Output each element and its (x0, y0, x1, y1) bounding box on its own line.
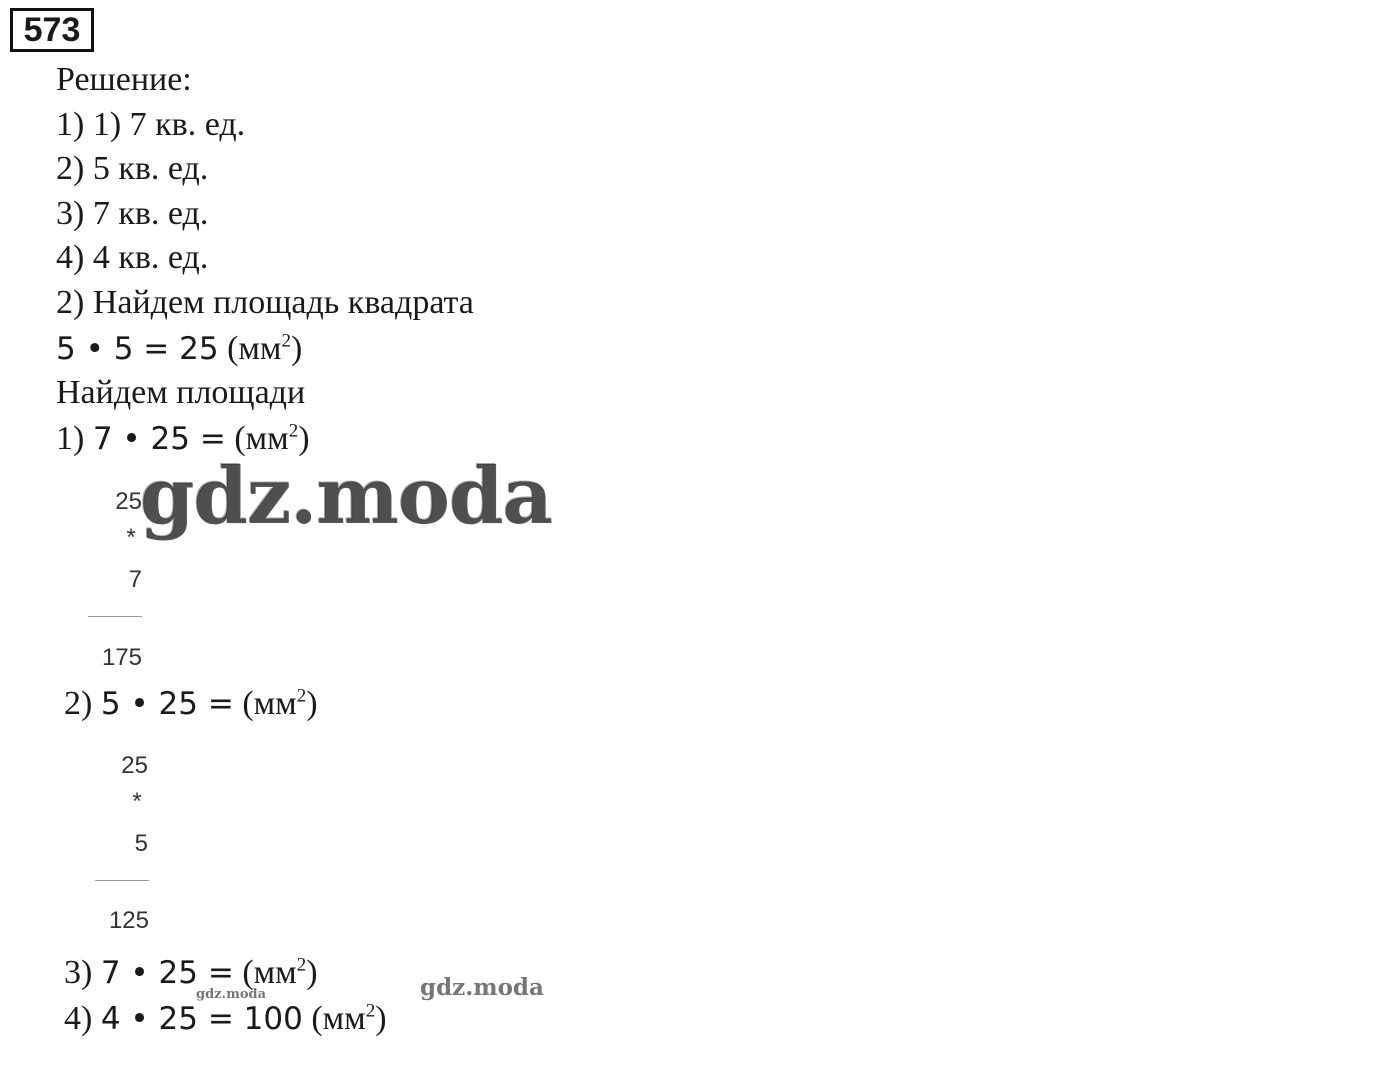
unit-exponent: 2 (365, 1000, 376, 1022)
watermark-small-right: gdz.moda (420, 974, 544, 1001)
area-4-prefix: 4) (64, 1000, 101, 1037)
watermark-large: gdz.moda (140, 451, 553, 542)
area-4-expression: 4 • 25 = 100 (100, 1001, 303, 1037)
area-2-prefix: 2) (64, 685, 101, 722)
unit-close: ) (306, 954, 318, 991)
unit-open: (мм (242, 685, 297, 722)
step-2-heading: 2) Найдем площадь квадрата (56, 284, 474, 321)
area-line-3 (64, 953, 318, 993)
square-area-line (56, 329, 302, 369)
answer-line-1: 1) 1) 7 кв. ед. (56, 106, 246, 143)
unit-exponent: 2 (296, 954, 307, 976)
area-2-expression: 5 • 25 = (100, 686, 234, 722)
answer-line-4: 4) 4 кв. ед. (56, 239, 209, 276)
calc-2-rule (95, 880, 149, 881)
find-areas-heading: Найдем площади (56, 374, 306, 411)
area-1-expression: 7 • 25 = (92, 421, 226, 457)
unit-open: (мм (227, 330, 282, 367)
calc-2-top: 25 (121, 752, 148, 779)
solution-heading: Решение: (56, 61, 192, 98)
unit-exponent: 2 (281, 330, 291, 352)
area-line-2 (64, 684, 318, 724)
answer-line-2: 2) 5 кв. ед. (56, 150, 209, 187)
area-1-prefix: 1) (56, 420, 93, 457)
area-line-4 (64, 999, 387, 1039)
area-3-prefix: 3) (64, 954, 101, 991)
calc-1-operator: * (126, 524, 136, 551)
unit-open: (мм (311, 1000, 366, 1037)
calc-2-operator: * (132, 788, 142, 815)
task-number-badge: 573 (10, 8, 94, 52)
calc-1-result: 175 (101, 644, 142, 671)
area-3-expression: 7 • 25 = (100, 955, 234, 991)
calc-1-top: 25 (115, 488, 142, 515)
calc-1-multiplier: 7 (128, 566, 142, 593)
calc-2-multiplier: 5 (134, 830, 148, 857)
watermark-small-left: gdz.moda (196, 987, 267, 1002)
unit-open: (мм (234, 420, 289, 457)
calc-2-result: 125 (108, 907, 149, 934)
unit-close: ) (375, 1000, 387, 1037)
unit-close: ) (306, 685, 318, 722)
unit-exponent: 2 (288, 420, 299, 442)
unit-close: ) (298, 420, 310, 457)
unit-close: ) (290, 330, 303, 367)
answer-line-3: 3) 7 кв. ед. (56, 195, 209, 232)
calc-1-rule (88, 616, 142, 617)
unit-exponent: 2 (296, 685, 307, 707)
square-area-expression: 5 • 5 = 25 (56, 331, 219, 367)
unit-open: (мм (242, 954, 297, 991)
